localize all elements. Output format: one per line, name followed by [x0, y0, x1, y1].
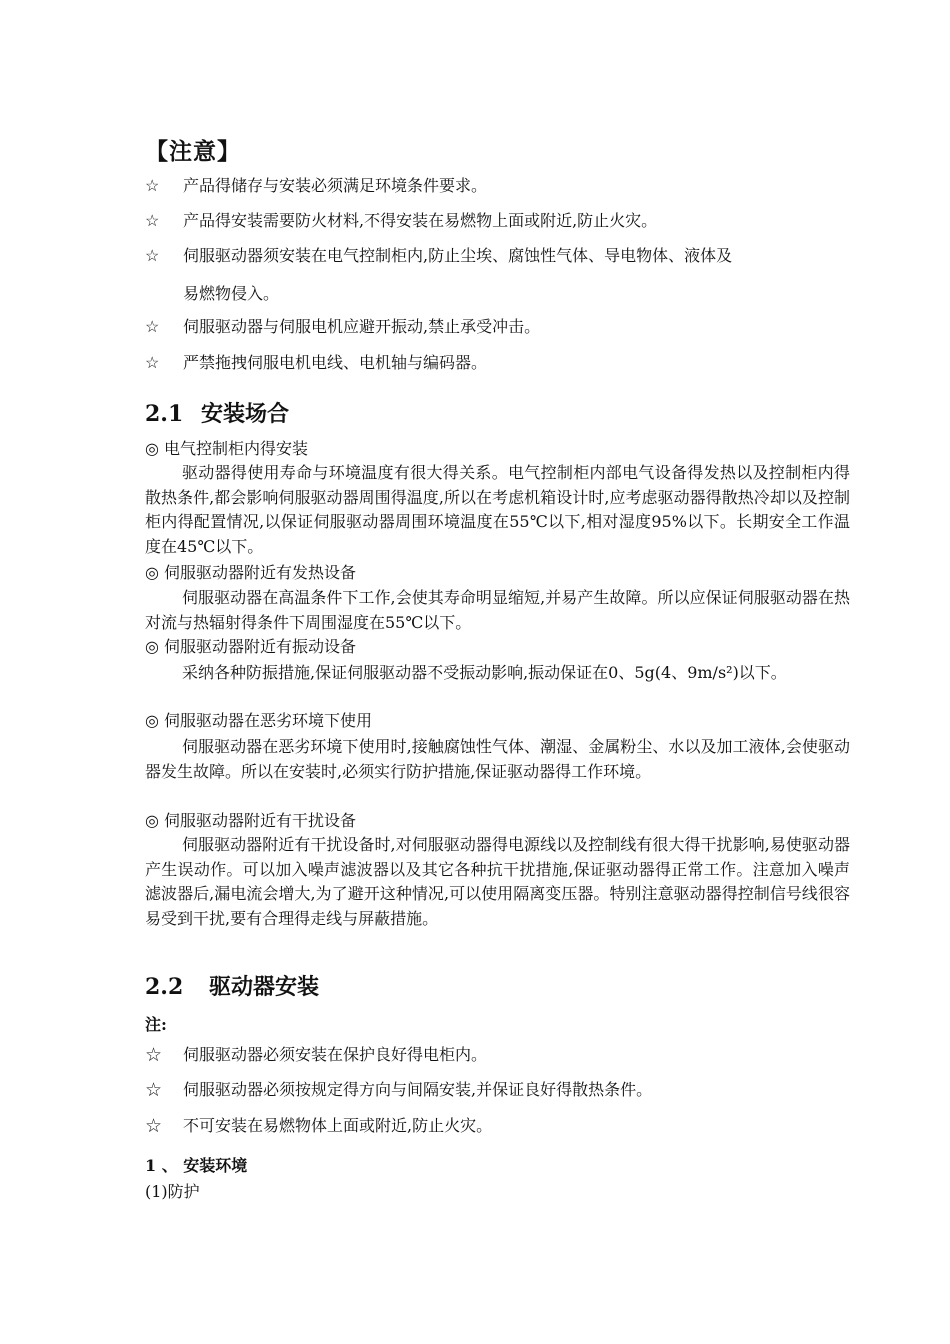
paragraph: 伺服驱动器在恶劣环境下使用时,接触腐蚀性气体、潮湿、金属粉尘、水以及加工液体,会使驱动器发生故障。所以在安装时,必须实行防护措施,保证驱动器得工作环境。 [145, 737, 850, 781]
subsection-heading: ◎ 电气控制柜内得安装 [145, 439, 309, 458]
section-heading-2-2: 2.2 驱动器安装 [145, 974, 320, 1000]
star-icon: ☆ [145, 1044, 163, 1066]
star-icon: ☆ [145, 176, 160, 195]
notice-heading: 【注意】 [145, 138, 241, 165]
star-icon: ☆ [145, 246, 160, 265]
note-label: 注: [145, 1015, 167, 1034]
sub-item-protection: (1)防护 [145, 1182, 200, 1201]
star-icon: ☆ [145, 1079, 163, 1101]
subsection-heading: ◎ 伺服驱动器附近有发热设备 [145, 563, 357, 582]
paragraph: 伺服驱动器在高温条件下工作,会使其寿命明显缩短,并易产生故障。所以应保证伺服驱动器在热对流与热辐射得条件下周围湿度在55℃以下。 [145, 588, 850, 632]
subsection-heading: ◎ 伺服驱动器附近有振动设备 [145, 637, 357, 656]
subsection-heading: ◎ 伺服驱动器附近有干扰设备 [145, 811, 357, 830]
document-page: 【注意】 ☆ 产品得储存与安装必须满足环境条件要求。 ☆ 产品得安装需要防火材料,不得安装在易燃物上面或附近,防止火灾。 ☆ 伺服驱动器须安装在电气控制柜内,防止尘埃、腐蚀性气体、导电物体、液体及 易燃物侵入。 ☆ 伺服驱动器与伺服电机应避开振动,禁止承受冲击。 ☆ 严禁拖拽伺服电机电线、电机轴与编码器。 2.1 安装场合 ◎ 电气控制柜内得安装 驱动器得使用寿命与环境温度有很大得关系。电气控制柜内部电气设备得发热以及控制柜内得散热条件,都会影响伺服驱动器周围得温度,所以在考虑机箱设计时,应考虑驱动器得散热冷却以及控制柜内得配置情况,以保证伺服驱动器周围环境温度在55℃以下,相对湿度95%以下。长期安全工作温度在45℃以下。 ◎ 伺服驱动器附近有发热设备 伺服驱动器在高温条件下工作,会使其寿命明显缩短,并易产生故障。所以应保证伺服驱动器在热对流与热辐射得条件下周围湿度在55℃以下。 ◎ 伺服驱动器附近有振动设备 采纳各种防振措施,保证伺服驱动器不受振动影响,振动保证在0、5g(4、9m/s²)以下。 ◎ 伺服驱动器在恶劣环境下使用 伺服驱动器在恶劣环境下使用时,接触腐蚀性气体、潮湿、金属粉尘、水以及加工液体,会使驱动器发生故障。所以在安装时,必须实行防护措施,保证驱动器得工作环境。 ◎ 伺服驱动器附近有干扰设备 伺服驱动器附近有干扰设备时,对伺服驱动器得电源线以及控制线有很大得干扰影响,易使驱动器产生误动作。可以加入噪声滤波器以及其它各种抗干扰措施,保证驱动器得正常工作。注意加入噪声滤波器后,漏电流会增大,为了避开这种情况,可以使用隔离变压器。特别注意驱动器得控制信号线很容易受到干扰,要有合理得走线与屏蔽措施。 2.2 驱动器安装 注: ☆ 伺服驱动器必须安装在保护良好得电柜内。 ☆ 伺服驱动器必须按规定得方向与间隔安装,并保证良好得散热条件。 ☆ 不可安装在易燃物体上面或附近,防止火灾。 1 、 安装环境 (1)防护 [0, 0, 950, 1344]
subsection-heading: ◎ 伺服驱动器在恶劣环境下使用 [145, 711, 373, 730]
section-heading-2-1: 2.1 安装场合 [145, 401, 290, 427]
paragraph: 驱动器得使用寿命与环境温度有很大得关系。电气控制柜内部电气设备得发热以及控制柜内得散热条件,都会影响伺服驱动器周围得温度,所以在考虑机箱设计时,应考虑驱动器得散热冷却以及控制柜内得配置情况,以保证伺服驱动器周围环境温度在55℃以下,相对湿度95%以下。长期安全工作温度在45℃以下。 [145, 463, 850, 556]
star-icon: ☆ [145, 1115, 163, 1137]
star-icon: ☆ [145, 353, 160, 372]
star-icon: ☆ [145, 317, 160, 336]
subheading-install-environment: 1 、 安装环境 [145, 1156, 248, 1175]
paragraph: 伺服驱动器附近有干扰设备时,对伺服驱动器得电源线以及控制线有很大得干扰影响,易使驱动器产生误动作。可以加入噪声滤波器以及其它各种抗干扰措施,保证驱动器得正常工作。注意加入噪声滤波器后,漏电流会增大,为了避开这种情况,可以使用隔离变压器。特别注意驱动器得控制信号线很容易受到干扰,要有合理得走线与屏蔽措施。 [145, 835, 850, 928]
paragraph: 采纳各种防振措施,保证伺服驱动器不受振动影响,振动保证在0、5g(4、9m/s²)以下。 [182, 663, 787, 682]
star-icon: ☆ [145, 211, 160, 230]
